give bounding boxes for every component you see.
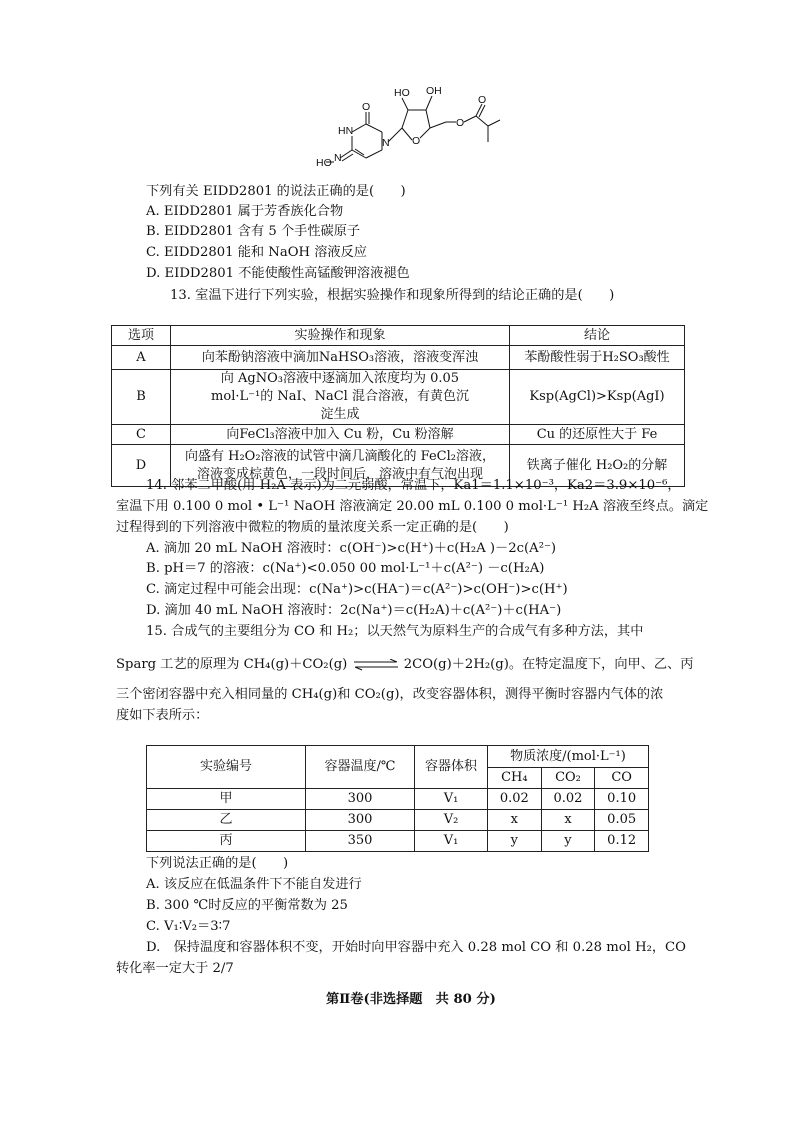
q15-cell: x: [541, 810, 595, 831]
q15-header-id: 实验编号: [147, 746, 306, 789]
q12-option-d: D. EIDD2801 不能使酸性高锰酸钾溶液褪色: [146, 266, 410, 281]
q15-cell: 乙: [147, 810, 306, 831]
q15-option-d-line-1: D. 保持温度和容器体积不变，开始时向甲容器中充入 0.28 mol CO 和 0.28 mol H₂，CO: [146, 940, 686, 955]
q15-header-conc: 物质浓度/(mol·L⁻¹): [488, 746, 649, 768]
q15-table: [146, 745, 649, 852]
q15-cell: 300: [306, 789, 415, 810]
q15-cell: x: [488, 810, 542, 831]
atom-label: O: [412, 135, 421, 147]
q14-line-3: 过程得到的下列溶液中微粒的物质的量浓度关系一定正确的是( ): [116, 520, 509, 535]
q13-header-option: 选项: [112, 326, 171, 346]
q15-cell: 0.10: [595, 789, 649, 810]
q15-cell: y: [541, 831, 595, 852]
q12-stem: 下列有关 EIDD2801 的说法正确的是( ): [146, 184, 406, 199]
q13-row-operation: 向 AgNO₃溶液中逐滴加入浓度均为 0.05 mol·L⁻¹的 NaI、NaCl 混合溶液，有黄色沉淀生成: [171, 370, 510, 425]
q15-option-b: B. 300 ℃时反应的平衡常数为 25: [146, 898, 348, 913]
q15-equation-left: Sparg 工艺的原理为 CH₄(g)＋CO₂(g): [116, 657, 348, 672]
q12-option-c: C. EIDD2801 能和 NaOH 溶液反应: [146, 245, 367, 260]
q15-cell: 0.02: [488, 789, 542, 810]
q13-table: [111, 325, 685, 487]
q14-line-2: 室温下用 0.100 0 mol • L⁻¹ NaOH 溶液滴定 20.00 mL 0.100 0 mol·L⁻¹ H₂A 溶液至终点。滴定: [116, 499, 709, 514]
q15-stem: 下列说法正确的是( ): [146, 856, 289, 871]
q15-cell: V₂: [415, 810, 488, 831]
q13-row-option: B: [112, 370, 171, 425]
q13-row-operation: 向FeCl₃溶液中加入 Cu 粉，Cu 粉溶解: [171, 425, 510, 445]
q13-header-conclusion: 结论: [510, 326, 685, 346]
q15-subheader-ch4: CH₄: [488, 768, 542, 789]
equilibrium-arrow-icon: [352, 659, 400, 671]
q12-option-a: A. EIDD2801 属于芳香族化合物: [146, 204, 344, 219]
q13-row-operation: 向苯酚钠溶液中滴加NaHSO₃溶液，溶液变浑浊: [171, 346, 510, 370]
q15-cell: 300: [306, 810, 415, 831]
q13-row-option: D: [112, 445, 171, 487]
q15-cell: 丙: [147, 831, 306, 852]
q14-option-c: C. 滴定过程中可能会出现：c(Na⁺)>c(HA⁻)＝c(A²⁻)>c(OH⁻)>c(H⁺): [146, 582, 568, 597]
atom-label: HO: [394, 87, 410, 99]
q13-row-conclusion: 苯酚酸性弱于H₂SO₃酸性: [510, 346, 685, 370]
q15-header-volume: 容器体积: [415, 746, 488, 789]
q14-option-b: B. pH＝7 的溶液：c(Na⁺)<0.050 00 mol·L⁻¹＋c(A²⁻) －c(H₂A): [146, 561, 545, 576]
q15-subheader-co: CO: [595, 768, 649, 789]
q15-option-d-line-2: 转化率一定大于 2/7: [116, 961, 234, 976]
q15-cell: 0.05: [595, 810, 649, 831]
section-title: 第Ⅱ卷(非选择题 共 80 分): [326, 992, 496, 1007]
q14-option-d: D. 滴加 40 mL NaOH 溶液时：2c(Na⁺)＝c(H₂A)＋c(A²⁻)＋c(HA⁻): [146, 603, 562, 618]
q13-row-option: A: [112, 346, 171, 370]
q15-equation-right: 2CO(g)＋2H₂(g)。在特定温度下，向甲、乙、丙: [403, 657, 694, 672]
q15-cell: y: [488, 831, 542, 852]
q13-header-operation: 实验操作和现象: [171, 326, 510, 346]
q15-cell: 0.12: [595, 831, 649, 852]
atom-label: O: [362, 101, 371, 113]
q15-line-3: 三个密闭容器中充入相同量的 CH₄(g)和 CO₂(g)，改变容器体积，测得平衡时容器内气体的浓: [116, 687, 664, 702]
atom-label: O: [478, 94, 487, 106]
atom-label: N: [382, 137, 390, 149]
q14-option-a: A. 滴加 20 mL NaOH 溶液时：c(OH⁻)>c(H⁺)＋c(H₂A )－2c(A²⁻): [146, 541, 557, 556]
q13-row-operation: 向盛有 H₂O₂溶液的试管中滴几滴酸化的 FeCl₂溶液，溶液变成棕黄色，一段时间后，溶液中有气泡出现: [171, 445, 510, 487]
q13-row-conclusion: Ksp(AgCl)>Ksp(AgI): [510, 370, 685, 425]
q14-line-1: 14. 邻苯二甲酸(用 H₂A 表示)为二元弱酸，常温下，Ka1＝1.1×10⁻³，Ka2＝3.9×10⁻⁶，: [146, 478, 681, 493]
q13-row-conclusion: Cu 的还原性大于 Fe: [510, 425, 685, 445]
atom-label: N: [334, 152, 342, 164]
q15-option-c: C. V₁∶V₂＝3∶7: [146, 919, 231, 934]
q15-cell: 甲: [147, 789, 306, 810]
q15-line-4: 度如下表所示：: [116, 708, 209, 723]
q13-row-conclusion: 铁离子催化 H₂O₂的分解: [510, 445, 685, 487]
molecule-structure: [300, 82, 520, 178]
q15-subheader-co2: CO₂: [541, 768, 595, 789]
q15-cell: V₁: [415, 789, 488, 810]
q15-cell: 0.02: [541, 789, 595, 810]
q13-row-option: C: [112, 425, 171, 445]
q12-option-b: B. EIDD2801 含有 5 个手性碳原子: [146, 224, 361, 239]
q13-stem: 13. 室温下进行下列实验，根据实验操作和现象所得到的结论正确的是( ): [170, 288, 615, 303]
atom-label: HO: [316, 157, 332, 169]
q15-cell: V₁: [415, 831, 488, 852]
q15-cell: 350: [306, 831, 415, 852]
atom-label: O: [456, 117, 465, 129]
q15-header-temp: 容器温度/℃: [306, 746, 415, 789]
atom-label: HN: [338, 125, 354, 137]
atom-label: OH: [426, 85, 442, 97]
q15-option-a: A. 该反应在低温条件下不能自发进行: [146, 877, 362, 892]
q15-line-2: [116, 655, 693, 675]
q15-line-1: 15. 合成气的主要组分为 CO 和 H₂；以天然气为原料生产的合成气有多种方法，其中: [146, 624, 644, 639]
